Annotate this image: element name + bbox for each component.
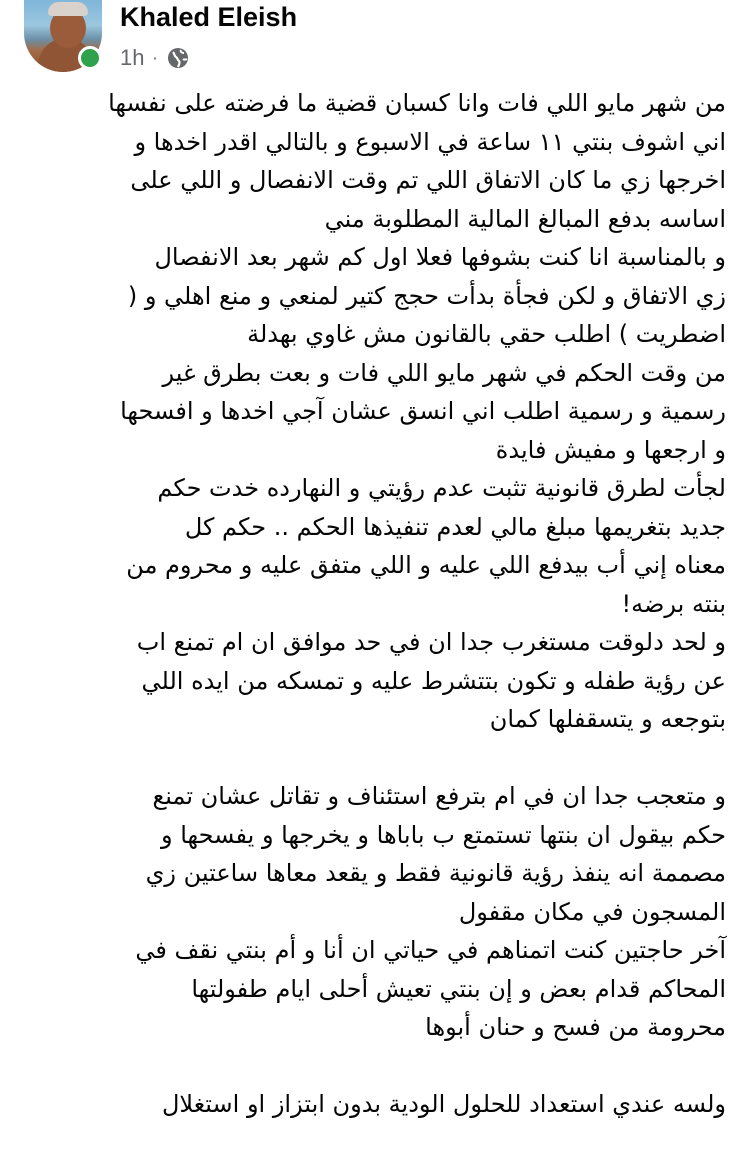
post-text-line: عن رؤية طفله و تكون بتتشرط عليه و تمسكه من ايده اللي (141, 666, 726, 695)
post-text-line: محرومة من فسح و حنان أبوها (425, 1013, 726, 1041)
post-text-line: و متعجب جدا ان في ام بترفع استئناف و تقاتل عشان تمنع (152, 782, 726, 810)
blank-line (30, 739, 726, 778)
post-meta (120, 44, 190, 72)
post-text-line: المسجون في مكان مقفول (458, 897, 726, 926)
post-text-line: زي الاتفاق و لكن فجأة بدأت حجج كتير لمنعي و منع اهلي و ( (127, 281, 726, 310)
post-text-line: اضطريت ) اطلب حقي بالقانون مش غاوي بهدلة (247, 320, 726, 348)
post-text-line: آخر حاجتين كنت اتمناهم في حياتي ان أنا و أم بنتي نقف في (135, 936, 726, 964)
post-text (30, 84, 726, 1124)
post-text-line: رسمية و رسمية اطلب اني انسق عشان آجي اخدها و افسحها (120, 397, 726, 425)
post-text-line: المحاكم قدام بعض و إن بنتي تعيش أحلى ايام طفولتها (191, 974, 726, 1003)
globe-icon (166, 46, 190, 70)
post-text-line: و بالمناسبة انا كنت بشوفها فعلا اول كم شهر بعد الانفصال (154, 243, 726, 271)
post-text-line: ولسه عندي استعداد للحلول الودية بدون ابتزاز او استغلال (161, 1090, 726, 1118)
post-text-line: بنته برضه! (621, 589, 726, 618)
meta-separator: · (152, 48, 158, 68)
post-text-line: اساسه بدفع المبالغ المالية المطلوبة مني (324, 204, 726, 233)
post-text-line: من وقت الحكم في شهر مايو اللي فات و بعت بطرق غير (162, 358, 726, 387)
post-text-line: لجأت لطرق قانونية تثبت عدم رؤيتي و النهارده خدت حكم (157, 474, 726, 502)
post-text-line: جديد بتغريمها مبلغ مالي لعدم تنفيذها الحكم .. حكم كل (184, 512, 726, 541)
post-text-line: بتوجعه و يتسقفلها كمان (489, 705, 726, 733)
post-text-line: اخرجها زي ما كان الاتفاق اللي تم وقت الانفصال و اللي على (130, 166, 726, 194)
post-text-line: و لحد دلوقت مستغرب جدا ان في حد موافق ان ام تمنع اب (136, 628, 726, 656)
post-text-line: مصممة انه ينفذ رؤية قانونية فقط و يقعد معاها ساعتين زي (145, 859, 726, 887)
post-text-line: من شهر مايو اللي فات وانا كسبان قضية ما فرضته على نفسها (108, 89, 726, 117)
post-header (0, 0, 750, 80)
online-status-dot (78, 46, 102, 70)
post-timestamp[interactable]: 1h (120, 45, 145, 70)
author-name[interactable]: Khaled Eleish (120, 2, 298, 32)
blank-line (30, 1047, 726, 1086)
post-text-line: اني اشوف بنتي ١١ ساعة في الاسبوع و بالتالي اقدر اخدها و (134, 127, 726, 156)
post-text-line: و ارجعها و مفيش فايدة (495, 435, 726, 464)
post-text-line: معناه إني أب بيدفع اللي عليه و اللي متفق عليه و محروم من (126, 551, 726, 579)
post-text-line: حكم بيقول ان بنتها تستمتع ب باباها و يخرجها و يفسحها و (161, 820, 726, 849)
